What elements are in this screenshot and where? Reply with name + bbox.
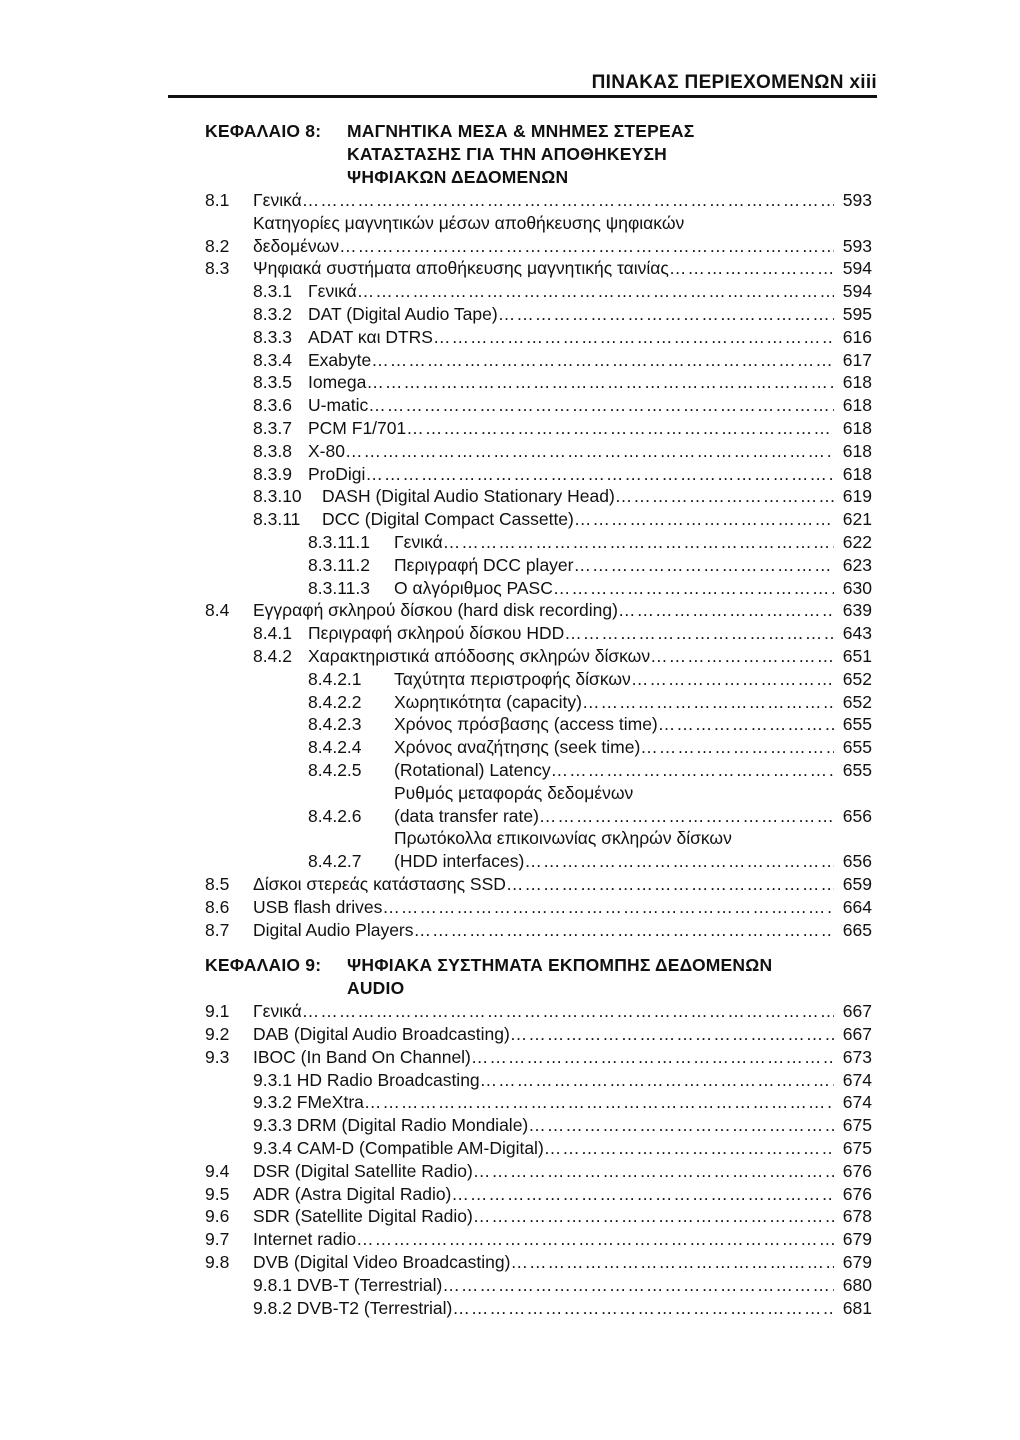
- toc-entry-page-number: 656: [842, 851, 872, 872]
- dot-leader: [506, 873, 834, 896]
- chapter-title-line: ΜΑΓΝΗΤΙΚΑ ΜΕΣΑ & ΜΝΗΜΕΣ ΣΤΕΡΕΑΣ: [347, 121, 695, 141]
- toc-entry[interactable]: [205, 1228, 872, 1251]
- toc-entry-title: Πρωτόκολλα επικοινωνίας σκληρών δίσκων: [394, 828, 732, 849]
- dot-leader: [368, 394, 834, 417]
- toc-entry-page-number: 621: [842, 509, 872, 530]
- toc-entry-page-number: 594: [842, 281, 872, 302]
- toc-entry-title: Ρυθμός μεταφοράς δεδομένων: [394, 782, 634, 803]
- toc-entry-title: Ψηφιακά συστήματα αποθήκευσης μαγνητικής ταινίας: [253, 258, 669, 279]
- toc-entry-title: 9.3.1 HD Radio Broadcasting: [253, 1069, 480, 1090]
- toc-entry-page-number: 655: [842, 714, 872, 735]
- dot-leader: [574, 508, 834, 531]
- dot-leader: [615, 485, 834, 508]
- toc-entry-title: DSR (Digital Satellite Radio): [253, 1160, 473, 1181]
- dot-leader: [443, 531, 834, 554]
- toc-entry-title: DAT (Digital Audio Tape): [308, 303, 498, 324]
- toc-entry-page-number: 655: [842, 759, 872, 780]
- toc-entry-page-number: 593: [842, 190, 872, 210]
- toc-entry[interactable]: [205, 1023, 872, 1046]
- toc-entry-page-number: 617: [842, 349, 872, 370]
- dot-leader: [631, 668, 834, 691]
- dot-leader: [553, 577, 834, 600]
- toc-entry-title: DCC (Digital Compact Cassette): [322, 509, 574, 530]
- toc-entry-title: 9.3.2 FMeXtra: [253, 1092, 364, 1113]
- dot-leader: [658, 713, 834, 736]
- toc-entry-page-number: 676: [842, 1183, 872, 1204]
- toc-entry-number: 8.4.1: [253, 623, 292, 644]
- toc-entry-number: 9.3: [205, 1046, 230, 1067]
- toc-entry-title: Χρόνος αναζήτησης (seek time): [394, 737, 641, 758]
- toc-entry-page-number: 674: [842, 1092, 872, 1113]
- dot-leader: [302, 1000, 834, 1023]
- toc-entry-number: 8.3.3: [253, 326, 292, 347]
- toc-entry-page-number: 652: [842, 691, 872, 712]
- toc-entry[interactable]: [205, 440, 872, 463]
- toc-entry-page-number: 674: [842, 1069, 872, 1090]
- dot-leader: [365, 463, 834, 486]
- chapter-label: ΚΕΦΑΛΑΙΟ 9:: [205, 955, 322, 976]
- toc-entry-number: 8.4.2.6: [308, 805, 362, 826]
- dot-leader: [406, 417, 834, 440]
- toc-entry-number: 8.3.10: [253, 486, 302, 507]
- toc-entry[interactable]: [205, 896, 872, 919]
- dot-leader: [544, 1137, 834, 1160]
- toc-entry[interactable]: [205, 1069, 872, 1092]
- running-header-title: ΠΙΝΑΚΑΣ ΠΕΡΙΕΧΟΜΕΝΩΝ xiii: [591, 72, 877, 93]
- dot-leader: [574, 554, 835, 577]
- toc-entry-number: 8.3.2: [253, 303, 292, 324]
- toc-entry-list: [205, 1000, 872, 1319]
- dot-leader: [364, 1091, 834, 1114]
- toc-entry-title: Περιγραφή σκληρού δίσκου HDD: [308, 623, 565, 644]
- toc-entry-number: 8.3.11: [253, 509, 301, 530]
- toc-entry-title: ADAT και DTRS: [308, 326, 433, 347]
- toc-entry[interactable]: [205, 508, 872, 531]
- toc-entry-title: Γενικά: [308, 281, 357, 302]
- chapter-heading: [205, 954, 872, 1000]
- toc-entry[interactable]: [205, 1046, 872, 1069]
- toc-entry[interactable]: [205, 371, 872, 394]
- toc-entry-page-number: 676: [842, 1160, 872, 1181]
- dot-leader: [302, 189, 834, 212]
- toc-entry[interactable]: [205, 713, 872, 736]
- toc-entry-page-number: 618: [842, 417, 872, 438]
- chapter-title-line: AUDIO: [347, 978, 405, 999]
- dot-leader: [582, 691, 834, 714]
- toc-entry-title: (HDD interfaces): [394, 851, 525, 872]
- toc-entry-page-number: 593: [842, 235, 872, 256]
- toc-entry[interactable]: [205, 577, 872, 600]
- toc-entry-page-number: 618: [842, 463, 872, 484]
- toc-entry-title: Γενικά: [253, 190, 302, 210]
- toc-entry-title: Iomega: [308, 372, 367, 393]
- toc-entry-page-number: 618: [842, 440, 872, 461]
- toc-entry-number: 8.4: [205, 600, 230, 621]
- toc-entry[interactable]: [205, 349, 872, 372]
- toc-entry-page-number: 656: [842, 805, 872, 826]
- toc-entry-number: 8.3.1: [253, 281, 292, 302]
- toc-entry-page-number: 659: [842, 873, 872, 894]
- toc-entry-title: Χωρητικότητα (capacity): [394, 691, 582, 712]
- toc-entry-page-number: 618: [842, 395, 872, 416]
- toc-entry-number: 8.6: [205, 896, 230, 917]
- dot-leader: [473, 1205, 834, 1228]
- dot-leader: [650, 645, 834, 668]
- chapter-title-line: ΨΗΦΙΑΚΑ ΣΥΣΤΗΜΑΤΑ ΕΚΠΟΜΠΗΣ ΔΕΔΟΜΕΝΩΝ: [347, 955, 773, 976]
- toc-entry[interactable]: [205, 1160, 872, 1183]
- toc-entry-page-number: 595: [842, 303, 872, 324]
- dot-leader: [442, 1274, 834, 1297]
- dot-leader: [528, 1114, 834, 1137]
- dot-leader: [473, 1160, 834, 1183]
- toc-entry-title: Digital Audio Players: [253, 919, 414, 940]
- toc-entry[interactable]: [205, 1091, 872, 1114]
- toc-entry-title: ADR (Astra Digital Radio): [253, 1183, 452, 1204]
- toc-entry-number: 8.3.7: [253, 417, 292, 438]
- toc-entry[interactable]: [205, 1251, 872, 1274]
- toc-entry[interactable]: [205, 1000, 872, 1023]
- toc-entry-page-number: 679: [842, 1252, 872, 1273]
- toc-entry[interactable]: [205, 782, 872, 828]
- toc-entry[interactable]: [205, 257, 872, 280]
- dot-leader: [471, 1046, 834, 1069]
- toc-entry[interactable]: [205, 759, 872, 782]
- dot-leader: [382, 896, 834, 919]
- toc-entry-title: 9.3.3 DRM (Digital Radio Mondiale): [253, 1115, 529, 1136]
- toc-entry-number: 8.3.11.3: [308, 577, 370, 598]
- dot-leader: [480, 1069, 834, 1092]
- toc-entry-number: 9.8: [205, 1252, 230, 1273]
- toc-entry[interactable]: [205, 280, 872, 303]
- toc-entry[interactable]: [205, 417, 872, 440]
- toc-entry-number: 8.2: [205, 235, 230, 256]
- header-rule: [168, 95, 877, 98]
- toc-entry[interactable]: [205, 212, 872, 258]
- toc-entry-title: IBOC (In Band On Channel): [253, 1046, 471, 1067]
- toc-entry[interactable]: [205, 736, 872, 759]
- toc-entry-number: 9.7: [205, 1229, 230, 1250]
- toc-entry-page-number: 680: [842, 1274, 872, 1295]
- toc-entry-title: X-80: [308, 440, 345, 461]
- toc-entry-title: Δίσκοι στερεάς κατάστασης SSD: [253, 873, 506, 894]
- toc-entry-page-number: 623: [842, 554, 872, 575]
- toc-entry[interactable]: [205, 531, 872, 554]
- toc-entry-number: 8.4.2.1: [308, 668, 362, 689]
- toc-entry-number: 8.4.2: [253, 645, 292, 666]
- toc-entry-page-number: 643: [842, 623, 872, 644]
- toc-entry-title: U-matic: [308, 395, 369, 416]
- toc-entry[interactable]: [205, 303, 872, 326]
- chapter-title: [347, 120, 872, 189]
- dot-leader: [414, 919, 835, 942]
- toc-entry[interactable]: [205, 1114, 872, 1137]
- toc-entry-page-number: 664: [842, 896, 872, 917]
- toc-entry-number: 8.3.11.1: [308, 531, 370, 552]
- dot-leader: [433, 326, 834, 349]
- toc-entry-title: (Rotational) Latency: [394, 759, 551, 780]
- toc-entry[interactable]: [205, 919, 872, 942]
- toc-entry-page-number: 675: [842, 1115, 872, 1136]
- toc-entry-title: PCM F1/701: [308, 417, 407, 438]
- running-header: [168, 62, 877, 96]
- dot-leader: [339, 235, 834, 258]
- dot-leader: [345, 440, 834, 463]
- chapter-title-line: ΨΗΦΙΑΚΩΝ ΔΕΔΟΜΕΝΩΝ: [347, 167, 569, 187]
- toc-entry-page-number: 675: [842, 1138, 872, 1159]
- chapter-title: [347, 954, 872, 1000]
- toc-entry-title: DASH (Digital Audio Stationary Head): [322, 486, 615, 507]
- toc-entry-title: 9.8.1 DVB-T (Terrestrial): [253, 1274, 443, 1295]
- toc-entry[interactable]: [205, 1274, 872, 1297]
- toc-entry-number: 8.3.5: [253, 372, 292, 393]
- toc-entry-title: ProDigi: [308, 463, 366, 484]
- dot-leader: [510, 1023, 834, 1046]
- toc-entry-page-number: 681: [842, 1297, 872, 1318]
- toc-entry-number: 8.3.8: [253, 440, 292, 461]
- toc-entry[interactable]: [205, 668, 872, 691]
- toc-entry[interactable]: [205, 326, 872, 349]
- toc-entry-title: Χαρακτηριστικά απόδοσης σκληρών δίσκων: [308, 645, 651, 666]
- toc-entry[interactable]: [205, 554, 872, 577]
- toc-entry-number: 8.3: [205, 258, 230, 279]
- toc-entry-number: 8.3.6: [253, 395, 292, 416]
- toc-entry-number: 8.7: [205, 919, 230, 940]
- toc-entry[interactable]: [205, 1183, 872, 1206]
- toc-entry[interactable]: [205, 827, 872, 873]
- toc-entry[interactable]: [205, 1205, 872, 1228]
- toc-entry[interactable]: [205, 189, 872, 212]
- toc-entry-title: Περιγραφή DCC player: [394, 554, 574, 575]
- toc-entry[interactable]: [205, 873, 872, 896]
- toc-entry-number: 8.4.2.2: [308, 691, 362, 712]
- toc-entry-page-number: 665: [842, 919, 872, 940]
- toc-entry[interactable]: [205, 463, 872, 486]
- chapter-title-line: ΚΑΤΑΣΤΑΣΗΣ ΓΙΑ ΤΗΝ ΑΠΟΘΗΚΕΥΣΗ: [347, 144, 668, 164]
- toc-entry-page-number: 673: [842, 1046, 872, 1067]
- toc-entry-number: 9.2: [205, 1024, 230, 1045]
- toc-entry-page-number: 622: [842, 531, 872, 552]
- toc-entry[interactable]: [205, 1137, 872, 1160]
- toc-entry-title: δεδομένων: [253, 235, 340, 256]
- dot-leader: [618, 599, 834, 622]
- toc-entry-title: DAB (Digital Audio Broadcasting): [253, 1024, 510, 1045]
- toc-entry-page-number: 594: [842, 258, 872, 279]
- toc-entry-page-number: 619: [842, 486, 872, 507]
- dot-leader: [498, 303, 834, 326]
- toc-entry[interactable]: [205, 394, 872, 417]
- dot-leader: [551, 759, 834, 782]
- toc-entry-title: SDR (Satellite Digital Radio): [253, 1206, 473, 1227]
- toc-entry-title: 9.8.2 DVB-T2 (Terrestrial): [253, 1297, 453, 1318]
- dot-leader: [524, 850, 834, 873]
- dot-leader: [356, 1228, 834, 1251]
- toc-entry-number: 8.3.9: [253, 463, 292, 484]
- dot-leader: [357, 280, 834, 303]
- toc-entry-number: 9.5: [205, 1183, 230, 1204]
- toc-entry[interactable]: [205, 1297, 872, 1320]
- toc-entry-title: Ταχύτητα περιστροφής δίσκων: [394, 668, 631, 689]
- toc-entry-title: O αλγόριθμος PASC: [394, 577, 553, 598]
- dot-leader: [452, 1297, 834, 1320]
- toc-entry-page-number: 630: [842, 577, 872, 598]
- toc-entry-number: 8.3.11.2: [308, 554, 370, 575]
- toc-entry-page-number: 618: [842, 372, 872, 393]
- dot-leader: [539, 805, 834, 828]
- dot-leader: [451, 1183, 834, 1206]
- chapter-label: ΚΕΦΑΛΑΙΟ 8:: [205, 121, 322, 141]
- toc-entry[interactable]: [205, 645, 872, 668]
- dot-leader: [510, 1251, 834, 1274]
- toc-entry-number: 8.4.2.3: [308, 714, 362, 735]
- toc-entry-title: Εγγραφή σκληρού δίσκου (hard disk recording): [253, 600, 618, 621]
- toc-entry-number: 8.5: [205, 873, 230, 894]
- toc-entry-title: DVB (Digital Video Broadcasting): [253, 1252, 511, 1273]
- toc-entry-page-number: 616: [842, 326, 872, 347]
- toc-entry-title: Γενικά: [253, 1001, 302, 1022]
- toc-entry-number: 9.1: [205, 1001, 230, 1022]
- toc-entry-number: 8.3.4: [253, 349, 292, 370]
- toc-entry-page-number: 667: [842, 1024, 872, 1045]
- toc-entry-number: 9.6: [205, 1206, 230, 1227]
- table-of-contents: [205, 120, 872, 1319]
- toc-entry-page-number: 655: [842, 737, 872, 758]
- toc-entry-title: Κατηγορίες μαγνητικών μέσων αποθήκευσης ψηφιακών: [253, 212, 685, 233]
- dot-leader: [640, 736, 834, 759]
- toc-entry-page-number: 667: [842, 1001, 872, 1022]
- toc-entry-number: 8.4.2.7: [308, 851, 362, 872]
- toc-entry-number: 8.1: [205, 190, 230, 210]
- toc-entry-title: Internet radio: [253, 1229, 357, 1250]
- toc-entry-page-number: 651: [842, 645, 872, 666]
- dot-leader: [366, 371, 834, 394]
- dot-leader: [371, 349, 834, 372]
- dot-leader: [564, 622, 834, 645]
- toc-entry-number: 8.4.2.5: [308, 759, 362, 780]
- toc-entry[interactable]: [205, 485, 872, 508]
- toc-entry-title: (data transfer rate): [394, 805, 539, 826]
- toc-entry-number: 9.4: [205, 1160, 230, 1181]
- toc-entry-title: 9.3.4 CAM-D (Compatible AM-Digital): [253, 1138, 544, 1159]
- toc-entry-title: Γενικά: [394, 531, 443, 552]
- toc-entry[interactable]: [205, 622, 872, 645]
- toc-entry-page-number: 679: [842, 1229, 872, 1250]
- toc-entry-title: Χρόνος πρόσβασης (access time): [394, 714, 658, 735]
- toc-entry-title: Exabyte: [308, 349, 372, 370]
- toc-entry-page-number: 678: [842, 1206, 872, 1227]
- toc-entry-list: [205, 189, 872, 941]
- toc-entry[interactable]: [205, 691, 872, 714]
- chapter-heading: [205, 120, 872, 189]
- toc-entry[interactable]: [205, 599, 872, 622]
- toc-entry-number: 8.4.2.4: [308, 737, 362, 758]
- toc-entry-title: USB flash drives: [253, 896, 383, 917]
- toc-entry-page-number: 652: [842, 668, 872, 689]
- toc-entry-page-number: 639: [842, 600, 872, 621]
- dot-leader: [669, 257, 834, 280]
